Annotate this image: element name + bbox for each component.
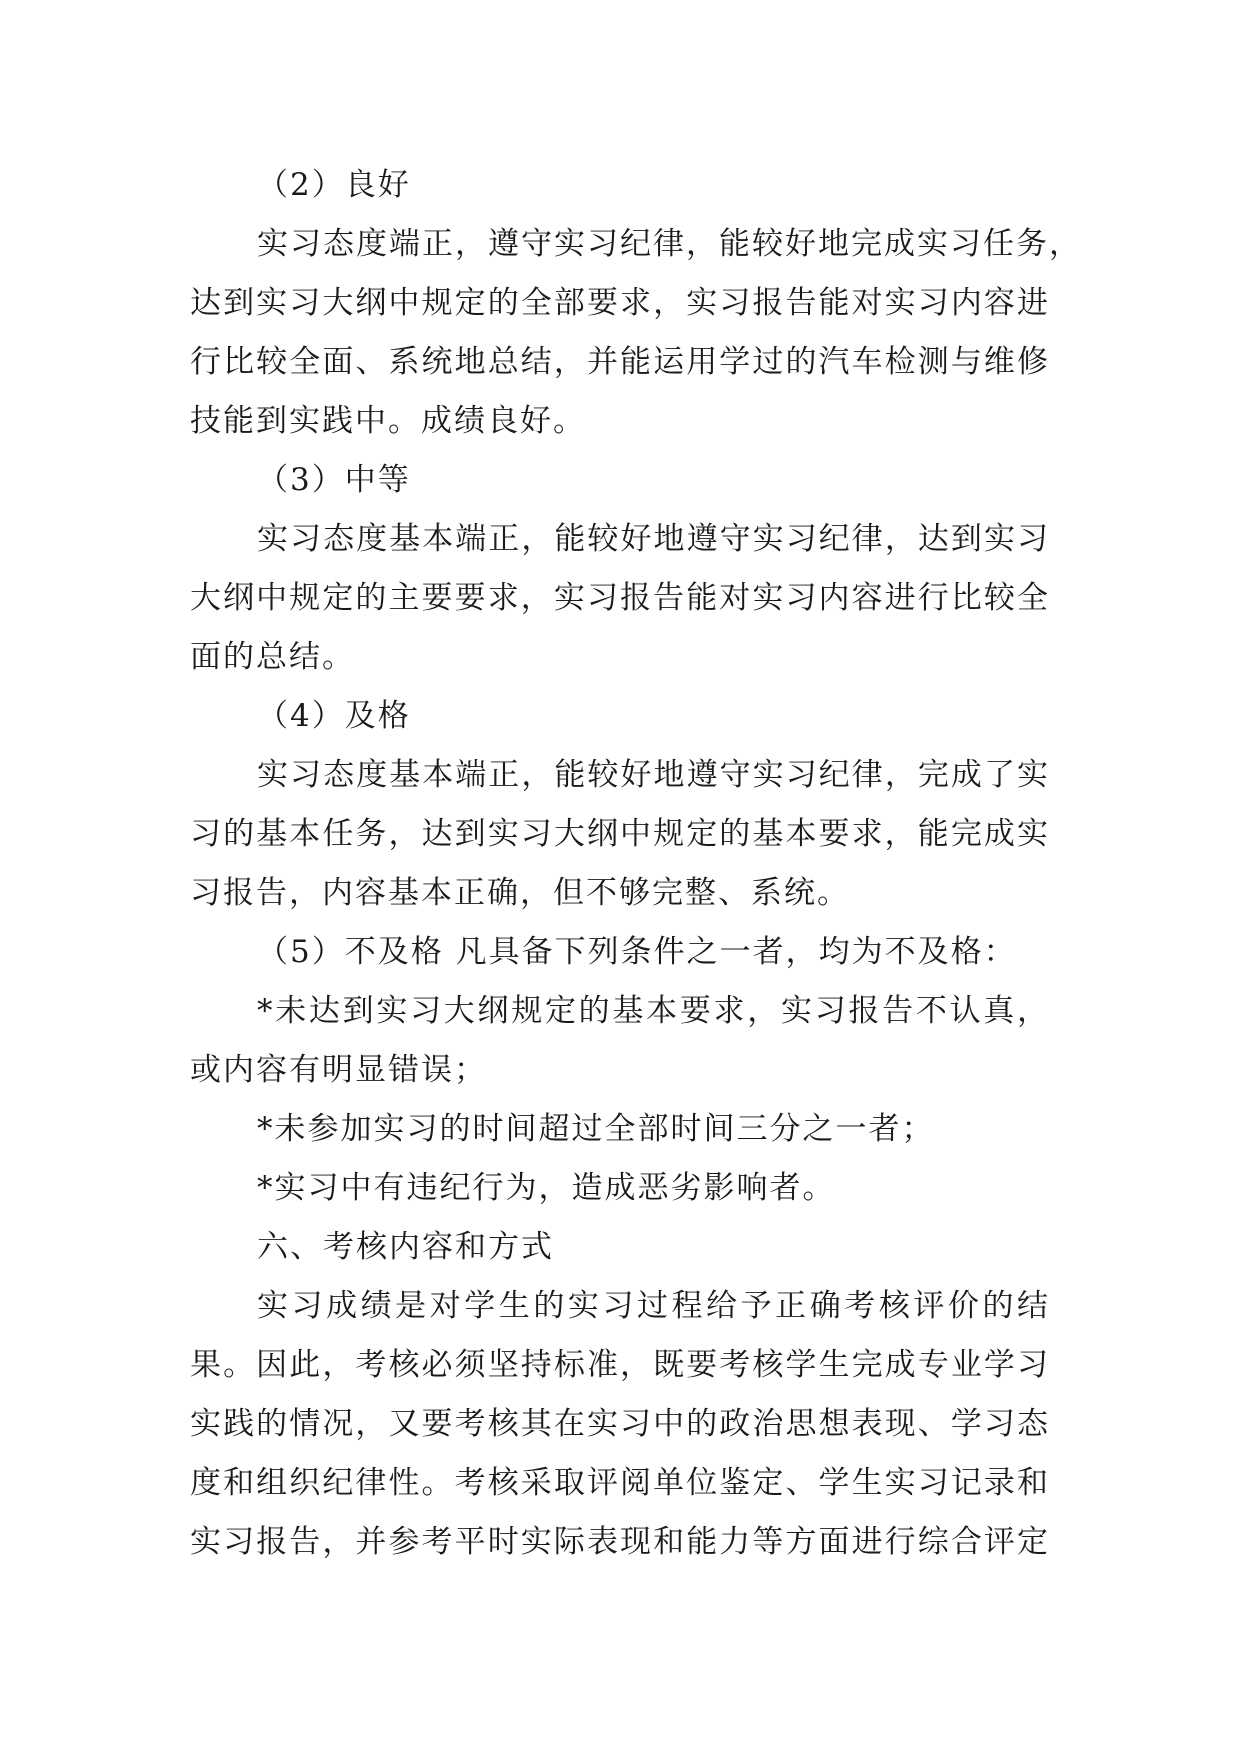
heading-fail: （5）不及格 凡具备下列条件之一者，均为不及格：: [257, 934, 1017, 970]
paragraph-line: 实习态度端正，遵守实习纪律，能较好地完成实习任务，: [257, 226, 1082, 262]
paragraph-line: 大纲中规定的主要要求，实习报告能对实习内容进行比较全: [190, 580, 1050, 616]
paragraph-line: 习报告，内容基本正确，但不够完整、系统。: [190, 875, 850, 911]
paragraph-line: 实习报告，并参考平时实际表现和能力等方面进行综合评定: [190, 1524, 1050, 1560]
paragraph-line: 面的总结。: [190, 639, 355, 675]
paragraph-line: 实践的情况，又要考核其在实习中的政治思想表现、学习态: [190, 1406, 1050, 1442]
paragraph-line: 实习态度基本端正，能较好地遵守实习纪律，完成了实: [257, 757, 1050, 793]
paragraph-line: 或内容有明显错误；: [190, 1052, 487, 1088]
list-item: *未参加实习的时间超过全部时间三分之一者；: [257, 1111, 935, 1147]
list-item: *未达到实习大纲规定的基本要求，实习报告不认真，: [257, 993, 1050, 1029]
paragraph-line: 实习态度基本端正，能较好地遵守实习纪律，达到实习: [257, 521, 1050, 557]
section-heading: 六、考核内容和方式: [257, 1229, 554, 1265]
heading-medium: （3）中等: [257, 462, 411, 498]
paragraph-line: 习的基本任务，达到实习大纲中规定的基本要求，能完成实: [190, 816, 1050, 852]
paragraph-line: 达到实习大纲中规定的全部要求，实习报告能对实习内容进: [190, 285, 1050, 321]
paragraph-line: 行比较全面、系统地总结，并能运用学过的汽车检测与维修: [190, 344, 1050, 380]
paragraph-line: 实习成绩是对学生的实习过程给予正确考核评价的结: [257, 1288, 1050, 1324]
paragraph-line: 技能到实践中。成绩良好。: [190, 403, 586, 439]
heading-pass: （4）及格: [257, 698, 411, 734]
list-item: *实习中有违纪行为，造成恶劣影响者。: [257, 1170, 836, 1206]
paragraph-line: 度和组织纪律性。考核采取评阅单位鉴定、学生实习记录和: [190, 1465, 1050, 1501]
heading-good: （2）良好: [257, 167, 411, 203]
paragraph-line: 果。因此，考核必须坚持标准，既要考核学生完成专业学习: [190, 1347, 1050, 1383]
